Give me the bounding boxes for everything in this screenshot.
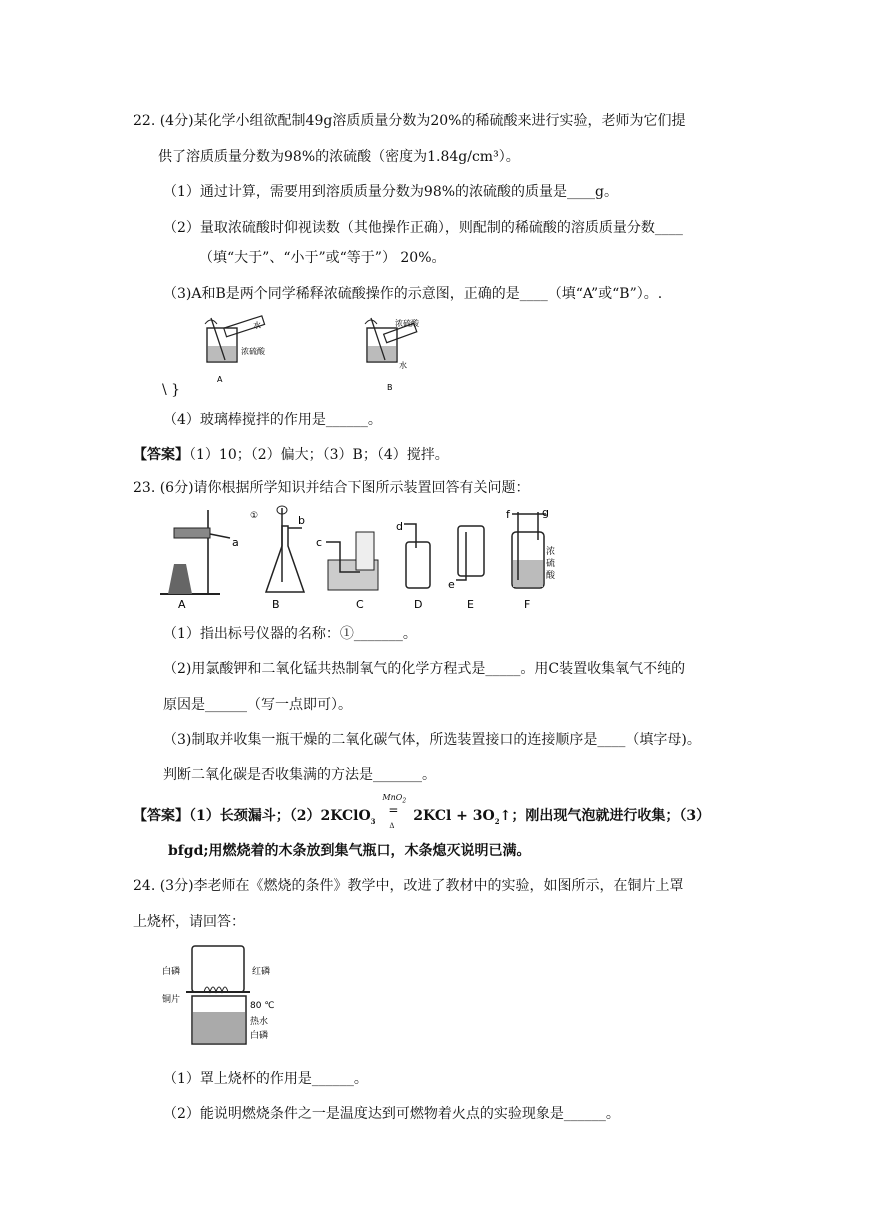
stray-mark: \ }: [162, 382, 181, 398]
diagram-a-bottom-label: 浓硫酸: [241, 347, 265, 356]
q23-part3-line1: （3)制取并收集一瓶干燥的二氧化碳气体，所选装置接口的连接顺序是____（填字母)。: [163, 732, 701, 748]
q24-part1: （1）罩上烧杯的作用是______。: [163, 1071, 368, 1087]
white-phosphorus-water-label: 白磷: [250, 1031, 269, 1041]
q22-answer-text: （1）10；（2）偏大；（3）B；（4）搅拌。: [189, 447, 449, 463]
q22-part2-line2: （填“大于”、“小于”或“等于”） 20%。: [199, 250, 446, 266]
apparatus-b: [250, 506, 305, 610]
acid-label-3: 酸: [546, 571, 556, 581]
q23-part2-line2: 原因是______（写一点即可）。: [163, 697, 352, 713]
q22-part2-line1: （2）量取浓硫酸时仰视读数（其他操作正确），则配制的稀硫酸的溶质质量分数____: [163, 220, 683, 236]
diagram-b: [365, 318, 420, 392]
q23-part2-line1: （2)用氯酸钾和二氧化锰共热制氧气的化学方程式是_____。用C装置收集氧气不纯的: [163, 661, 686, 677]
hot-water-label: 热水: [250, 1017, 269, 1027]
port-f: f: [506, 508, 510, 521]
q23-stem: 23. (6分)请你根据所学知识并结合下图所示装置回答有关问题：: [133, 480, 530, 496]
apparatus-f: [506, 506, 556, 610]
q22-answer: [133, 445, 449, 465]
apparatus-d-label: D: [414, 598, 423, 610]
q24-part2: （2）能说明燃烧条件之一是温度达到可燃物着火点的实验现象是______。: [163, 1106, 620, 1122]
q23-answer-line1: [133, 793, 711, 832]
diagram-b-top-label: 浓硫酸: [395, 319, 419, 328]
port-b: b: [298, 514, 305, 527]
apparatus-e-label: E: [467, 598, 474, 610]
instrument-1-mark: ①: [250, 511, 259, 521]
q23-answer-sub2: 2: [494, 816, 500, 826]
heat-label: Δ: [389, 822, 395, 830]
apparatus-b-label: B: [272, 598, 280, 610]
reaction-equals-sign: =: [388, 803, 399, 817]
diagram-a-top-label: 水: [253, 321, 261, 330]
apparatus-c-label: C: [356, 598, 364, 610]
apparatus-c: [316, 532, 378, 610]
diagram-a: [205, 316, 266, 384]
q23-answer-line2: bfgd;用燃烧着的木条放到集气瓶口，木条熄灭说明已满。: [168, 843, 531, 859]
q22-part4: （4）玻璃棒搅拌的作用是______。: [163, 412, 382, 428]
q23-part1: （1）指出标号仪器的名称：①_______。: [163, 626, 417, 642]
dilution-diagram: [195, 310, 425, 395]
port-e: e: [448, 578, 455, 591]
diagram-b-bottom-label: 水: [399, 361, 407, 370]
diagram-a-label: A: [217, 375, 223, 384]
apparatus-a-label: A: [178, 598, 186, 610]
q22-stem-line1: 22. (4分)某化学小组欲配制49g溶质质量分数为20%的稀硫酸来进行实验，老师为它们提: [133, 113, 686, 129]
q23-part3-line2: 判断二氧化碳是否收集满的方法是_______。: [163, 767, 436, 783]
acid-label-2: 硫: [546, 559, 556, 569]
white-phosphorus-label: 白磷: [162, 967, 181, 977]
port-a: a: [232, 536, 239, 549]
q23-answer-part2: 2KCl + 3O: [413, 808, 495, 824]
apparatus-diagram: [160, 502, 565, 610]
q22-part1: （1）通过计算，需要用到溶质质量分数为98%的浓硫酸的质量是____g。: [163, 184, 618, 200]
q24-stem-line1: 24. (3分)李老师在《燃烧的条件》教学中，改进了教材中的实验，如图所示，在铜片上罩: [133, 878, 684, 894]
port-g: g: [542, 506, 549, 519]
port-d: d: [396, 520, 403, 533]
copper-plate-label: 铜片: [162, 995, 181, 1005]
q23-answer-part1: （1）长颈漏斗；（2）2KClO: [189, 808, 371, 824]
q23-answer-sub3: 3: [370, 816, 376, 826]
diagram-b-label: B: [387, 383, 393, 392]
q23-answer-part3: ↑；刚出现气泡就进行收集；（3）: [499, 808, 711, 824]
catalyst-label: MnO$_2$: [382, 793, 407, 805]
apparatus-d: [396, 520, 430, 610]
q24-stem-line2: 上烧杯，请回答：: [133, 914, 245, 930]
combustion-diagram: [160, 940, 285, 1055]
q22-stem-line2: 供了溶质质量分数为98%的浓硫酸（密度为1.84g/cm³）。: [158, 149, 520, 165]
port-c: c: [316, 536, 323, 549]
q23-answer-tag: 【答案】: [133, 808, 189, 824]
apparatus-f-label: F: [524, 598, 531, 610]
apparatus-a: [160, 510, 239, 610]
reaction-condition: [380, 793, 408, 830]
temperature-label: 80 ℃: [250, 1001, 275, 1011]
apparatus-e: [448, 526, 484, 610]
red-phosphorus-label: 红磷: [252, 967, 271, 977]
acid-label-1: 浓: [546, 547, 556, 557]
q22-part3: （3)A和B是两个同学稀释浓硫酸操作的示意图，正确的是____（填“A”或“B”）。.: [163, 286, 663, 302]
q22-answer-tag: 【答案】: [133, 447, 189, 463]
